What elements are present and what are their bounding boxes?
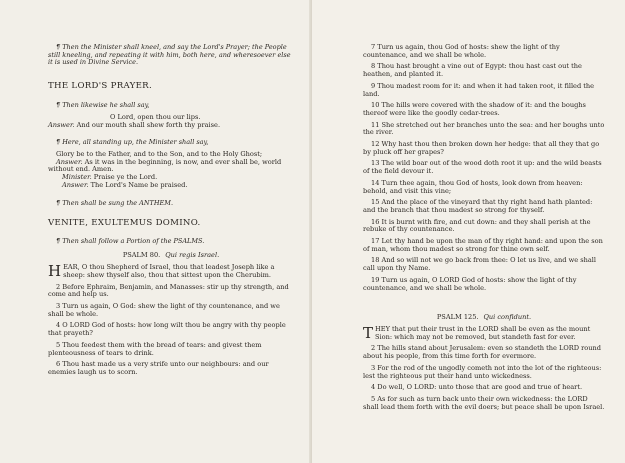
gloria-patri: Glory be to the Father, and to the Son, and to the Holy Ghost; <box>56 150 263 159</box>
psalm-80-latin: Qui regis Israel. <box>165 251 220 260</box>
rubric-likewise: ¶ Then likewise he shall say, <box>56 101 150 110</box>
psalm-80-verse-12: 12 Why hast thou then broken down her hedge: that all they that go by pluck off her grapes? <box>363 140 600 156</box>
psalm-80-verse-5: 5 Thou feedest them with the bread of tears: and givest them plenteousness of tears to drink. <box>48 340 262 357</box>
psalm-125-latin: Qui confidunt. <box>483 313 532 322</box>
answer-praised-text: The Lord's Name be praised. <box>90 180 188 189</box>
venite-heading: VENITE, EXULTEMUS DOMINO. <box>48 218 201 229</box>
answer-label: Answer. <box>48 120 75 129</box>
psalm-80-verse-15: 15 And the place of the vineyard that thy right hand hath planted: and the branch that thou madest so strong for thyself. <box>363 198 593 214</box>
psalm-80-verse-2: 2 Before Ephraim, Benjamin, and Manasses: stir up thy strength, and come and help us. <box>48 282 289 299</box>
rubric-minister: ¶ Then the Minister shall kneel, and say the Lord's Prayer; the People still kneeling, and repeating it with him, both here, and wheresoever else it is used in Divine Service. <box>48 43 291 67</box>
psalm-125-verse-4: 4 Do well, O LORD: unto those that are good and true of heart. <box>371 383 583 392</box>
rubric-anthem: ¶ Then shall be sung the ANTHEM. <box>56 198 174 207</box>
psalm-80-verse-4: 4 O LORD God of hosts: how long wilt thou be angry with thy people that prayeth? <box>48 321 286 338</box>
psalm-125-verse-1 <box>363 323 605 342</box>
answer-praised <box>48 182 294 190</box>
response-text: And our mouth shall shew forth thy praise. <box>76 120 221 129</box>
right-page <box>312 0 625 463</box>
psalm-125-dropcap: T <box>363 323 374 342</box>
psalm-125-verse-3: 3 For the rod of the ungodly cometh not into the lot of the righteous: lest the righteous put their hand unto wickedness. <box>363 363 602 380</box>
psalm-80-title: PSALM 80. <box>122 251 161 260</box>
psalm-80-verse-6: 6 Thou hast made us a very strife unto our neighbours: and our enemies laugh us to scorn. <box>48 360 269 376</box>
psalm-80-dropcap: H <box>48 262 62 281</box>
psalm-80-verse-14: 14 Turn thee again, thou God of hosts, look down from heaven: behold, and visit this vine; <box>363 178 583 195</box>
psalm-125-verse-5: 5 As for such as turn back unto their own wickedness: the LORD shall lead them forth with the evil doers; but peace shall be upon Israel. <box>363 394 605 411</box>
psalm-80-verse-3: 3 Turn us again, O God: shew the light of thy countenance, and we shall be whole. <box>48 302 280 318</box>
psalm-80-verse-1 <box>48 264 294 279</box>
psalm-80-verse-10: 10 The hills were covered with the shadow of it: and the boughs thereof were like the goodly cedar-trees. <box>363 101 586 117</box>
psalm-80-verse-8: 8 Thou hast brought a vine out of Egypt: thou hast cast out the heathen, and planted it. <box>363 62 582 79</box>
psalm-125-title: PSALM 125. <box>436 313 479 322</box>
psalm-80-verse-19: 19 Turn us again, O LORD God of hosts: show the light of thy countenance, and we shall be whole. <box>363 275 577 292</box>
psalm-125-heading <box>363 314 605 322</box>
psalm-80-verse-17: 17 Let thy hand be upon the man of thy right hand: and upon the son of man, whom thou madest so strong for thine own self. <box>363 237 603 253</box>
response-praise <box>48 122 294 130</box>
psalm-80-verse-11: 11 She stretched out her branches unto the sea: and her boughs unto the river. <box>363 120 605 137</box>
minister-label: Minister. <box>62 173 92 182</box>
minister-text: Praise ye the Lord. <box>93 173 158 182</box>
psalm-125-verse-1-text: HEY that put their trust in the LORD shall be even as the mount Sion: which may not be removed, but standeth fast for ever. <box>375 324 591 341</box>
psalm-80-verse-18: 18 And so will not we go back from thee: O let us live, and we shall call upon thy Name. <box>363 256 597 273</box>
versicle-open-lips: O Lord, open thou our lips. <box>110 113 201 122</box>
gloria-answer <box>48 159 294 174</box>
answer-label: Answer. <box>62 180 89 189</box>
psalm-80-verse-7: 7 Turn us again, thou God of hosts: shew the light of thy countenance, and we shall be whole. <box>363 43 560 59</box>
left-page <box>0 0 312 463</box>
rubric-psalms: ¶ Then shall follow a Portion of the PSALMS. <box>56 236 205 245</box>
right-column <box>363 44 605 411</box>
gloria-answer-text: As it was in the beginning, is now, and ever shall be, world without end. Amen. <box>48 157 282 174</box>
psalm-125-verse-2: 2 The hills stand about Jerusalem: even so standeth the LORD round about his people, from this time forth for evermore. <box>363 344 601 361</box>
rubric-standing: ¶ Here, all standing up, the Minister shall say, <box>56 138 209 147</box>
psalm-80-heading <box>48 252 294 260</box>
lords-prayer-heading: THE LORD'S PRAYER. <box>48 80 152 91</box>
left-column <box>48 44 294 377</box>
psalm-80-verse-13: 13 The wild boar out of the wood doth root it up: and the wild beasts of the field devour it. <box>363 159 602 176</box>
psalm-80-verse-9: 9 Thou madest room for it: and when it had taken root, it filled the land. <box>363 81 595 98</box>
psalm-80-verse-1-text: EAR, O thou Shepherd of Israel, thou that leadest Joseph like a sheep: shew thyself also, thou that sittest upon the Cherubim. <box>63 263 275 279</box>
psalm-80-verse-16: 16 It is burnt with fire, and cut down: and they shall perish at the rebuke of thy countenance. <box>363 217 591 234</box>
answer-label: Answer. <box>56 157 83 166</box>
